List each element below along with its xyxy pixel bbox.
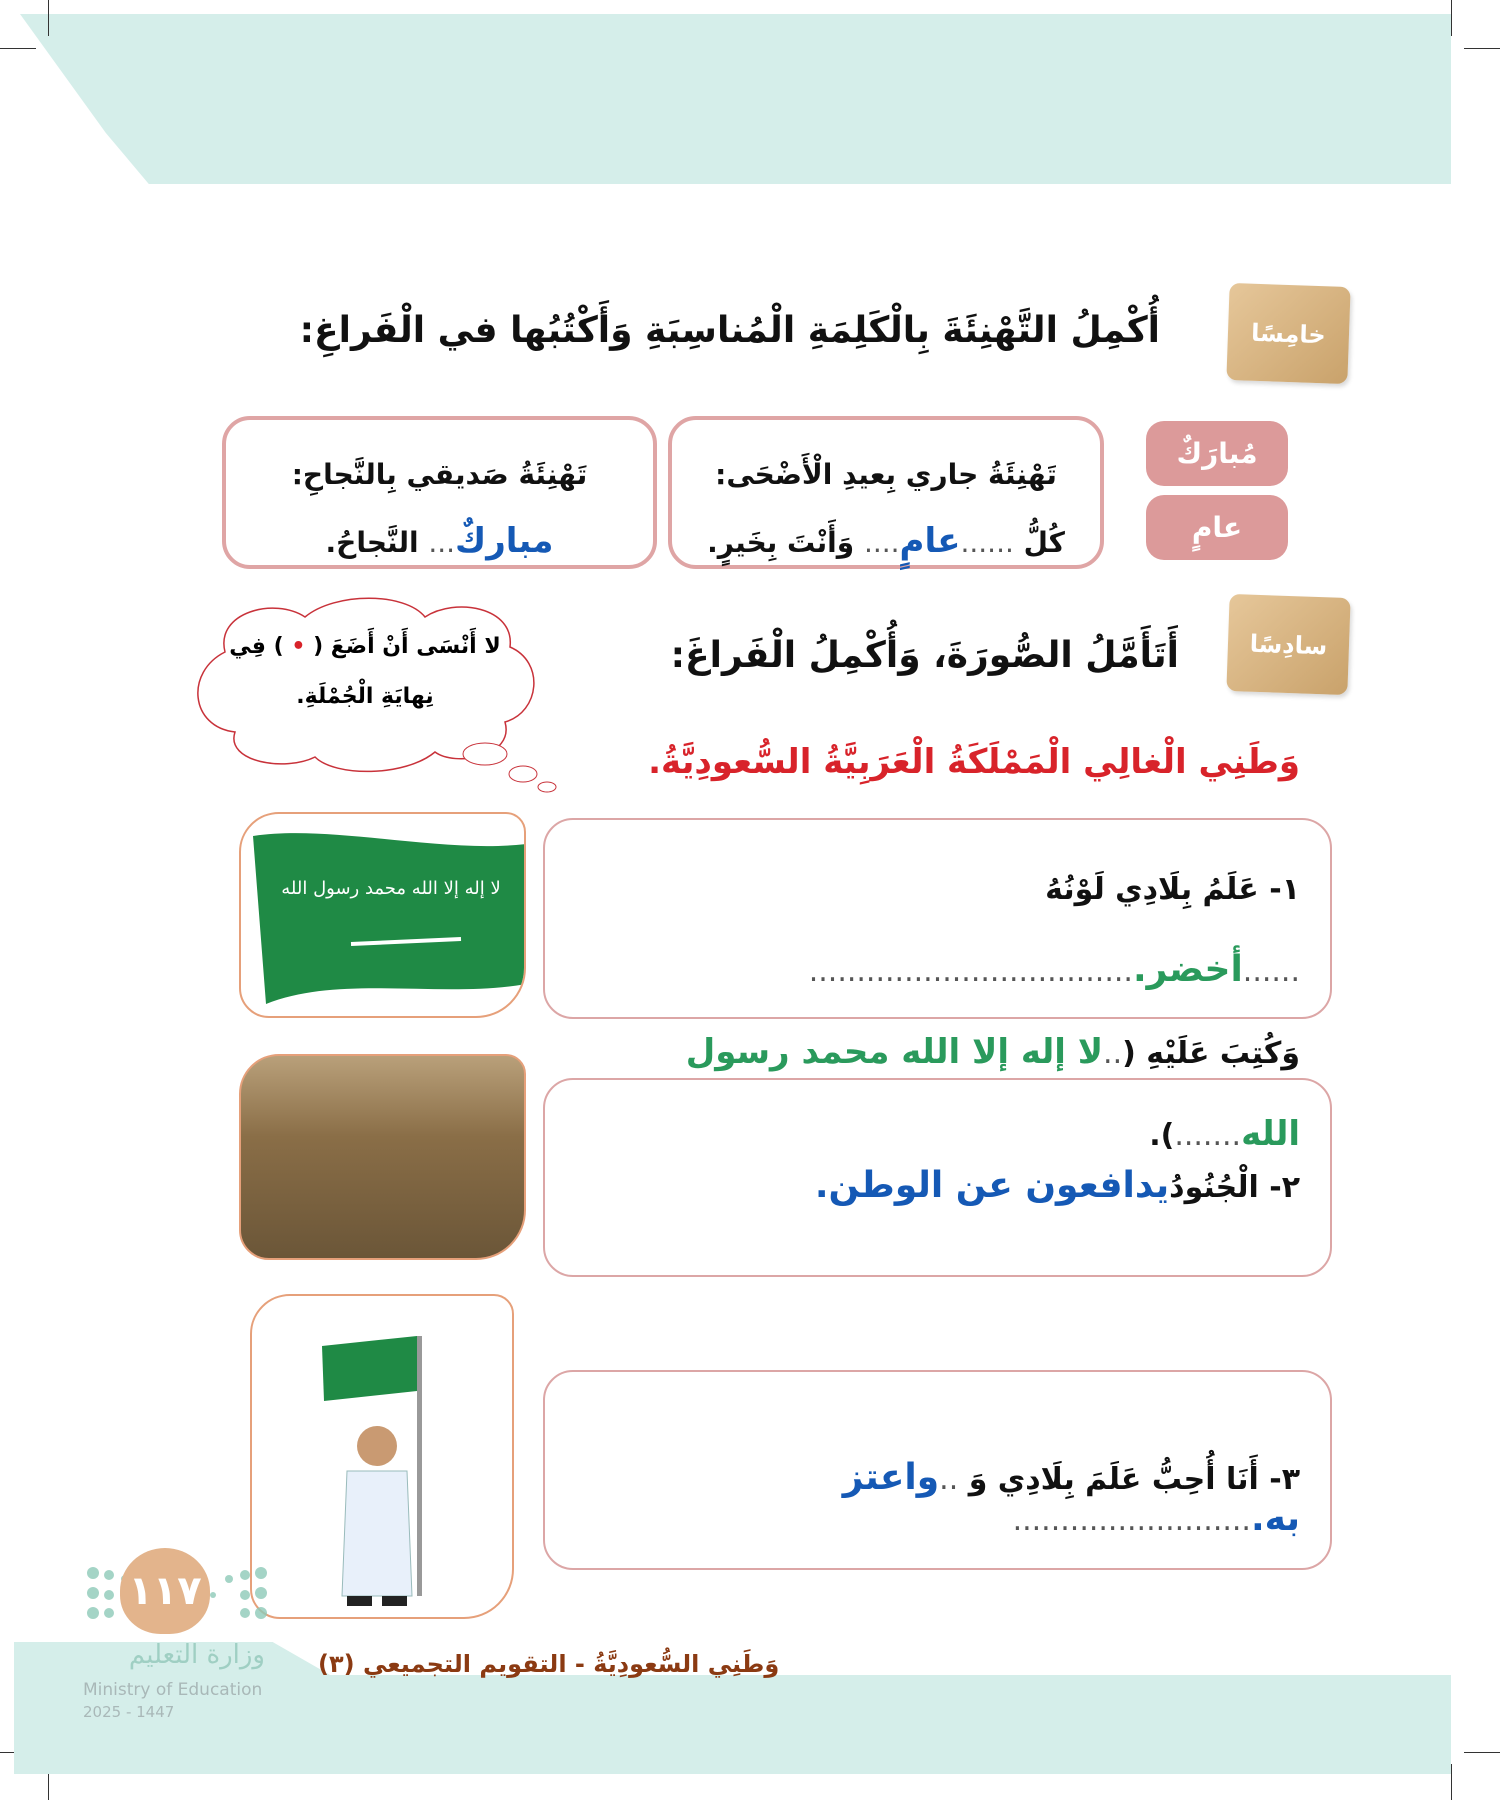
prompt: وَكُتِبَ عَلَيْهِ ( (1122, 1036, 1300, 1071)
soldiers-image (239, 1054, 526, 1260)
text: كُلُّ (1023, 526, 1065, 559)
greeting-box-eid (668, 416, 1104, 569)
page-number: ١١٧ (120, 1548, 210, 1634)
crop-mark (1464, 1752, 1500, 1753)
crop-mark (1464, 48, 1500, 49)
answer-field[interactable]: لا إله إلا الله محمد رسول الله (685, 1032, 1300, 1154)
greeting-line (672, 508, 1100, 576)
crop-mark (1451, 0, 1452, 36)
blank-dots: ... (428, 526, 456, 559)
text: وَأَنْتَ بِخَيرٍ. (707, 526, 855, 559)
edition-year: 2025 - 1447 (83, 1703, 175, 1721)
exercise-row-3 (543, 1370, 1332, 1570)
saudi-flag-image (239, 812, 526, 1018)
crop-mark (1451, 1764, 1452, 1800)
blank-dots: ...... (1242, 954, 1300, 989)
cloud-note (215, 622, 515, 722)
prompt: ٢- الْجُنُودُ (1169, 1170, 1300, 1205)
blank-dots: .. (939, 1462, 959, 1497)
blank-dots: .................................. (808, 954, 1133, 989)
top-decor-band (20, 14, 1451, 184)
answer-field[interactable]: واعتز به. (842, 1457, 1300, 1539)
text: لا أَنْسَى أَنْ أَضَعَ ( (313, 634, 501, 659)
blank-dots: ......................... (1012, 1503, 1251, 1538)
text: نِهايَةِ الْجُمْلَةِ. (296, 684, 434, 709)
answer-field[interactable]: يدافعون عن الوطن. (814, 1165, 1170, 1206)
boy-illustration (252, 1296, 514, 1619)
crop-mark (48, 0, 49, 36)
blank-dots: ...... (960, 526, 1014, 559)
text: ). (1149, 1118, 1175, 1153)
answer-field[interactable]: أخضر. (1132, 949, 1243, 990)
boy-with-flag-image (250, 1294, 514, 1619)
greeting-heading: تَهْنِئَةُ جاري بِعيدِ الْأَضْحَى: (715, 458, 1057, 491)
exercise-row-1 (543, 818, 1332, 1154)
answer-field[interactable]: عامٍ (899, 521, 961, 561)
footer-title: وَطَنِي السُّعودِيَّةُ - التقويم التجميعي (٣) (318, 1650, 780, 1678)
period-dot: • (291, 634, 306, 659)
section6-badge: سادِسًا (1226, 594, 1350, 695)
flag-shahada: لا إله إلا الله محمد رسول الله (281, 878, 501, 899)
ministry-name-ar: وزارة التعليم (128, 1640, 265, 1670)
greeting-box-success (222, 416, 657, 569)
prompt: ١- عَلَمُ بِلَادِي لَوْنُهُ (1045, 872, 1300, 907)
blank-dots: .. (1103, 1036, 1123, 1071)
word-bank-item[interactable]: عامٍ (1146, 495, 1288, 560)
ministry-name-en: Ministry of Education (83, 1680, 263, 1700)
exercise-row-2 (543, 1078, 1332, 1277)
text: ) فِي (229, 634, 284, 659)
blank-dots: .... (863, 526, 900, 559)
section5-badge: خامِسًا (1226, 283, 1350, 384)
text: النَّجاحُ. (325, 526, 419, 559)
blank-dots: ....... (1174, 1118, 1242, 1153)
greeting-heading: تَهْنِئَةُ صَديقي بِالنَّجاحِ: (291, 458, 588, 491)
section5-title: أُكْمِلُ التَّهْنِئَةَ بِالْكَلِمَةِ الْمُناسِبَةِ وَأَكْتُبُها في الْفَراغِ: (299, 310, 1160, 351)
flag-icon (241, 814, 526, 1018)
answer-field[interactable]: مباركٌ (455, 521, 554, 561)
prompt: ٣- أَنَا أُحِبُّ عَلَمَ بِلَادِي وَ (968, 1462, 1300, 1497)
crop-mark (0, 48, 36, 49)
word-bank-item[interactable]: مُبارَكٌ (1146, 421, 1288, 486)
greeting-line (226, 508, 653, 576)
section6-subtitle: وَطَنِي الْغالِي الْمَمْلَكَةُ الْعَرَبِيَّةُ السُّعودِيَّةُ. (648, 742, 1300, 782)
section6-title: أَتَأَمَّلُ الصُّورَةَ، وَأُكْمِلُ الْفَراغَ: (670, 635, 1179, 676)
